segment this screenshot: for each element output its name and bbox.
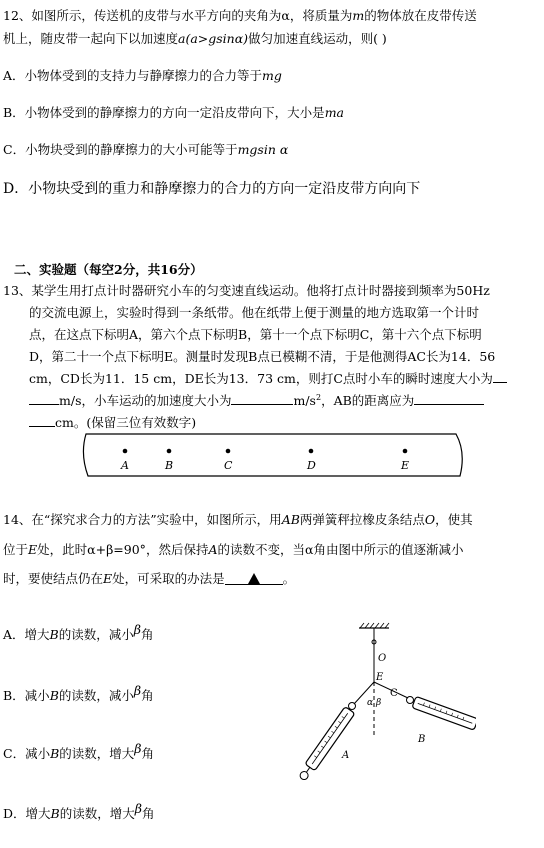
q14-option-c: [3, 741, 154, 762]
option-var: mg: [262, 68, 282, 83]
opt-text: D．增大: [3, 806, 51, 821]
q12-mass-var: m: [352, 8, 365, 23]
q14-var: E: [28, 542, 38, 557]
q13-line1: 13、某学生用打点计时器研究小车的匀变速直线运动。他将打点计时器接到频率为50Hz: [3, 283, 490, 298]
q12-option-b: [3, 103, 344, 121]
q13-text: cm，CD长为11．15 cm，DE长为13．73 cm，则打C点时小车的瞬时速度大小为: [29, 371, 493, 386]
opt-text: C．减小: [3, 746, 51, 761]
tape-point-a: [123, 449, 128, 454]
q14-text: ，使其: [435, 512, 473, 527]
q14-text: 位于: [3, 542, 29, 557]
answer-blank: [225, 571, 283, 585]
loop-a: [349, 703, 356, 710]
q14-alpha: α: [305, 542, 314, 557]
spring-scale-b: [412, 696, 476, 735]
opt-beta: β: [133, 622, 141, 637]
q12-text: 12、如图所示，传送机的皮带与水平方向的夹角为α，将质量为: [3, 8, 353, 23]
q14-line1: [3, 510, 473, 528]
q12-text: 做匀加速直线运动，则( ): [248, 31, 387, 46]
tape-point-d: [309, 449, 314, 454]
opt-text: A．增大: [3, 627, 50, 642]
q13-line3: 点，在这点下标明A，第六个点下标明B，第十一个点下标明C，第十六个点下标明: [29, 327, 482, 342]
q13-line2: 的交流电源上，实验时得到一条纸带。他在纸带上便于测量的地方选取第一个计时: [29, 305, 480, 320]
blank-1-cont: [29, 391, 59, 405]
loop-b: [407, 697, 414, 704]
q14-text: 处，可采取的办法是: [112, 571, 225, 586]
label-e: E: [376, 672, 384, 683]
opt-text: 的读数，减小: [58, 688, 134, 703]
q14-formula: α+β=90°: [87, 542, 146, 557]
q12-option-a: [3, 66, 282, 84]
q14-text: 。: [282, 571, 296, 586]
q13-sup: 2: [315, 392, 322, 402]
label-b: B: [418, 734, 426, 745]
q14-line3: [3, 569, 295, 587]
opt-beta: β: [134, 741, 142, 756]
opt-beta: β: [133, 683, 142, 698]
opt-var: B: [49, 688, 59, 703]
q14-var: A: [208, 542, 218, 557]
q13-text: m/s，小车运动的加速度大小为: [59, 393, 232, 408]
q12-option-c: [3, 140, 288, 158]
opt-text: 角: [141, 806, 155, 821]
q13-text: ，AB的距离应为: [321, 393, 415, 408]
label-alpha-beta: α β: [367, 698, 382, 708]
opt-text: 角: [141, 688, 154, 703]
q12-text: 的物体放在皮带传送: [364, 8, 477, 23]
q13-line4: D，第二十一个点下标明E。测量时发现B点已模糊不清，于是他测得AC长为14．56: [29, 349, 496, 364]
option-var: mgsin α: [237, 142, 289, 157]
opt-text: 的读数，增大: [59, 806, 135, 821]
opt-text: 的读数，减小: [58, 627, 134, 642]
opt-text: 角: [141, 746, 155, 761]
opt-text: B．减小: [3, 688, 50, 703]
tape-point-label-e: E: [401, 459, 410, 472]
q14-var: AB: [281, 512, 300, 527]
blank-3: [414, 391, 484, 405]
q14-text: 的读数不变，当: [217, 542, 305, 557]
option-text: A．小物体受到的支持力与静摩擦力的合力等于: [3, 68, 263, 83]
q14-var: O: [424, 512, 436, 527]
tape-point-b: [167, 449, 172, 454]
q14-text: 时，要使结点仍在: [3, 571, 104, 586]
q14-text: 14、在“探究求合力的方法”实验中，如图所示，用: [3, 512, 282, 527]
q14-text: 角由图中所示的值逐渐减小: [313, 542, 464, 557]
tape-point-label-b: B: [165, 459, 174, 472]
opt-var: B: [50, 806, 60, 821]
q14-line2: [3, 540, 463, 558]
opt-var: B: [49, 627, 59, 642]
q12-line2: [3, 29, 387, 47]
label-c: C: [390, 688, 398, 699]
opt-var: B: [50, 746, 60, 761]
option-text: D．小物块受到的重力和静摩擦力的合力的方向一定沿皮带方向向下: [3, 181, 421, 197]
opt-text: 的读数，增大: [59, 746, 135, 761]
q14-option-a: [3, 622, 153, 643]
paper-tape-figure: [78, 432, 470, 478]
q12-line1: [3, 6, 477, 24]
q13-text: m/s: [293, 393, 316, 408]
q12-accel-var: a(a>gsinα): [178, 31, 249, 46]
option-var: ma: [324, 105, 344, 120]
tape-point-label-d: D: [307, 459, 316, 472]
q12-option-d: [3, 178, 420, 198]
blank-1: [493, 369, 507, 383]
tape-point-c: [226, 449, 231, 454]
option-text: B．小物体受到的静摩擦力的方向一定沿皮带向下，大小是: [3, 105, 325, 120]
spring-scale-a: [297, 707, 355, 782]
triangle-marker-icon: [248, 573, 260, 584]
q13-line5: [29, 369, 507, 387]
tape-point-label-a: A: [121, 459, 129, 472]
q14-option-d: [3, 801, 154, 822]
force-diagram-figure: [286, 622, 476, 782]
q13-text: cm。(保留三位有效数字): [55, 415, 197, 430]
label-a: A: [342, 750, 350, 761]
blank-2: [231, 391, 293, 405]
q13-line7: [29, 413, 196, 431]
q13-line6: [29, 391, 484, 409]
q14-text: 两弹簧秤拉橡皮条结点: [299, 512, 425, 527]
ceiling-hatch: [360, 623, 389, 628]
q14-option-b: [3, 683, 154, 704]
q14-text: 处，此时: [37, 542, 88, 557]
q12-text: 机上，随皮带一起向下以加速度: [3, 31, 179, 46]
label-o: O: [378, 653, 387, 664]
option-text: C．小物块受到的静摩擦力的大小可能等于: [3, 142, 238, 157]
tape-point-e: [403, 449, 408, 454]
tape-point-label-c: C: [224, 459, 233, 472]
opt-beta: β: [134, 801, 142, 816]
q14-var: E: [103, 571, 113, 586]
blank-3-cont: [29, 413, 55, 427]
section-title: 二、实验题（每空2分，共16分）: [14, 262, 203, 277]
opt-text: 角: [140, 627, 154, 642]
q14-text: ，然后保持: [145, 542, 209, 557]
